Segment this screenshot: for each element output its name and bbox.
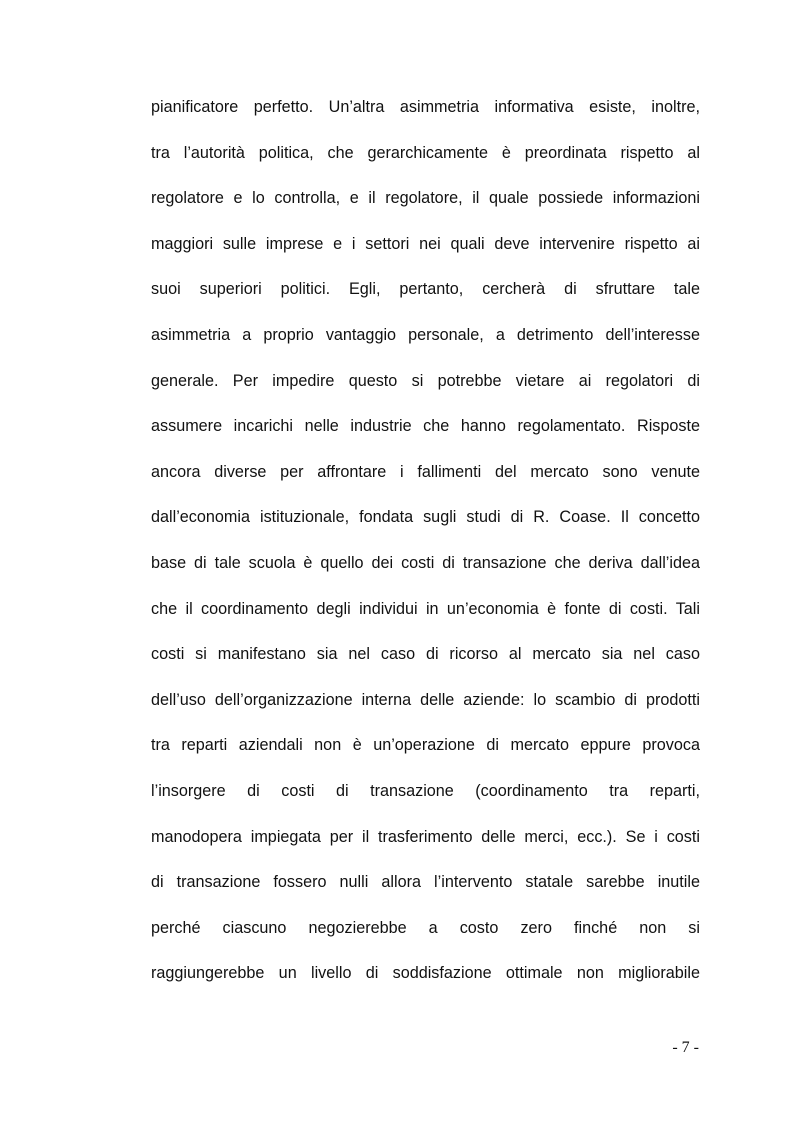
text-line: raggiungerebbe un livello di soddisfazione ottimale non migliorabile	[151, 964, 700, 983]
text-line: maggiori sulle imprese e i settori nei quali deve intervenire rispetto ai	[151, 234, 700, 253]
body-paragraph	[151, 91, 700, 1003]
text-line: tra l’autorità politica, che gerarchicamente è preordinata rispetto al	[151, 143, 700, 162]
text-line: pianificatore perfetto. Un’altra asimmetria informativa esiste, inoltre,	[151, 98, 700, 116]
text-line: regolatore e lo controlla, e il regolatore, il quale possiede informazioni	[151, 189, 700, 208]
text-line: suoi superiori politici. Egli, pertanto, cercherà di sfruttare tale	[151, 280, 700, 299]
text-line: assumere incarichi nelle industrie che hanno regolamentato. Risposte	[151, 417, 700, 436]
text-line: ancora diverse per affrontare i fallimenti del mercato sono venute	[151, 462, 700, 481]
text-line: asimmetria a proprio vantaggio personale, a detrimento dell’interesse	[151, 325, 700, 344]
text-line: costi si manifestano sia nel caso di ricorso al mercato sia nel caso	[151, 645, 700, 664]
text-line: dell’uso dell’organizzazione interna delle aziende: lo scambio di prodotti	[151, 690, 700, 709]
text-line: l’insorgere di costi di transazione (coordinamento tra reparti,	[151, 781, 700, 800]
text-line: manodopera impiegata per il trasferimento delle merci, ecc.). Se i costi	[151, 827, 700, 846]
text-line: tra reparti aziendali non è un’operazione di mercato eppure provoca	[151, 736, 700, 755]
text-line: dall’economia istituzionale, fondata sugli studi di R. Coase. Il concetto	[151, 508, 700, 527]
text-line: base di tale scuola è quello dei costi di transazione che deriva dall’idea	[151, 553, 700, 572]
text-line: generale. Per impedire questo si potrebbe vietare ai regolatori di	[151, 371, 700, 390]
text-line: di transazione fossero nulli allora l’intervento statale sarebbe inutile	[151, 873, 700, 892]
text-line: che il coordinamento degli individui in un’economia è fonte di costi. Tali	[151, 599, 700, 618]
page-number: - 7 -	[672, 1039, 699, 1056]
text-line: perché ciascuno negozierebbe a costo zero finché non si	[151, 918, 700, 937]
